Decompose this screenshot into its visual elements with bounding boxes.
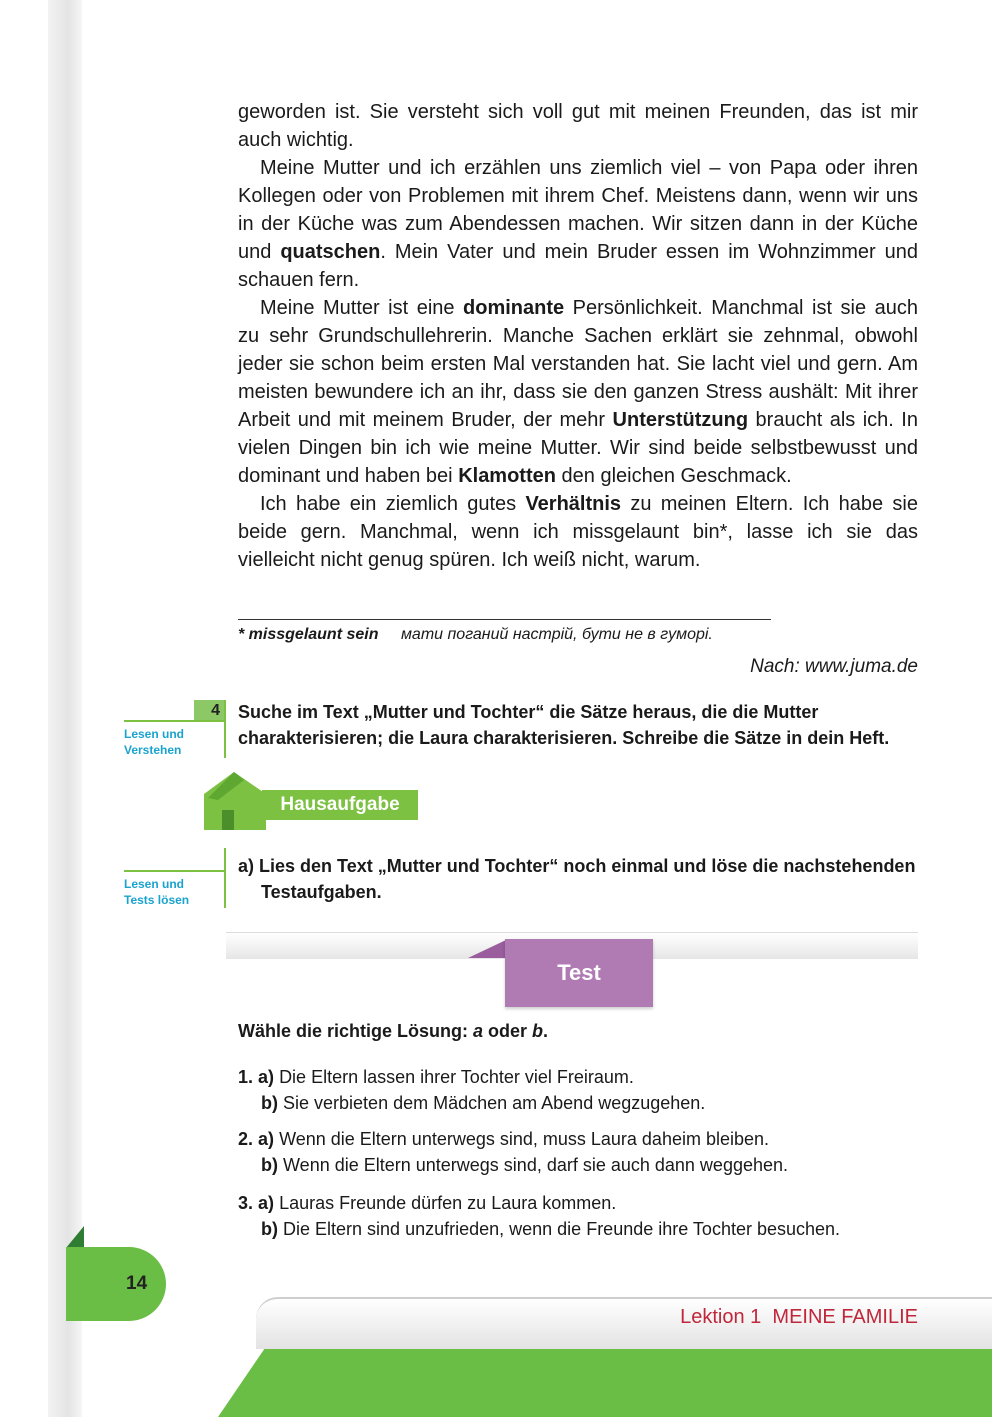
- test-instruction: [238, 1021, 548, 1042]
- footnote: [238, 626, 713, 644]
- instruction-text: Wähle die richtige Lösung:: [238, 1021, 474, 1041]
- option-a-text: Die Eltern lassen ihrer Tochter viel Freiraum.: [279, 1067, 634, 1087]
- skill-label-line: Lesen und: [124, 877, 185, 891]
- homework-banner: Hausaufgabe: [262, 790, 418, 820]
- option-label: a): [258, 1129, 275, 1149]
- option-b-text: Wenn die Eltern unterwegs sind, darf sie auch dann weggehen.: [283, 1155, 789, 1175]
- lesson-title: Lektion 1 MEINE FAMILIE: [680, 1306, 918, 1328]
- skill-label-line: Verstehen: [124, 743, 182, 757]
- option-label: a): [258, 1193, 275, 1213]
- footnote-divider: [238, 619, 771, 620]
- skill-label-tests: [124, 876, 189, 908]
- option-label: a): [258, 1067, 275, 1087]
- instruction-option-a: a: [473, 1021, 484, 1041]
- test-question: [238, 1190, 928, 1242]
- paragraph: [238, 154, 918, 294]
- text-run: Meine Mutter und ich erzählen uns ziemlich viel – von Papa oder ihren Kollegen oder von Problemen mit ihrem Chef. Meistens dann, wenn wir uns in der Küche was zum Abendessen machen. Wir sitzen dann in der Küche und: [238, 157, 918, 263]
- task-4-text: Suche im Text „Mutter und Tochter“ die Sätze heraus, die die Mutter charakterisieren; die Laura charakterisieren. Schreibe die Sätze in dein Heft.: [238, 702, 890, 748]
- task-number: 4: [194, 700, 224, 722]
- footnote-term: * missgelaunt sein: [238, 626, 379, 643]
- skill-label-reading: [124, 726, 184, 758]
- text-run: Persönlichkeit. Manchmal ist sie auch zu sehr Grundschullehrerin. Manche Sachen erklärt sie zehnmal, obwohl jeder sie schon beim ersten Mal verstanden hat. Sie lacht viel und gern. Am meisten bewundere ich an ihr, dass sie den ganzen Stress aushält: Mit ihrer Arbeit und mit meinem Bruder, der mehr: [238, 297, 918, 431]
- task-margin-bar: [224, 848, 226, 908]
- vocab-term: dominante: [463, 297, 565, 319]
- side-label-rule: [124, 870, 224, 872]
- test-question: [238, 1126, 928, 1178]
- text-run: . Mein Vater und mein Bruder essen im Wohnzimmer und schauen fern.: [238, 241, 918, 291]
- option-b-text: Sie verbieten dem Mädchen am Abend wegzugehen.: [283, 1093, 706, 1113]
- text-run: braucht als ich. In vielen Dingen bin ich wie meine Mutter. Wir sind beide selbstbewusst und dominant und haben bei: [238, 409, 918, 487]
- instruction-text: oder: [483, 1021, 533, 1041]
- option-label: b): [261, 1219, 278, 1239]
- option-a-text: Lauras Freunde dürfen zu Laura kommen.: [279, 1193, 617, 1213]
- side-label-rule: [124, 720, 224, 722]
- paragraph: [238, 490, 918, 574]
- option-a-text: Wenn die Eltern unterwegs sind, muss Laura daheim bleiben.: [279, 1129, 770, 1149]
- vocab-term: quatschen: [280, 241, 381, 263]
- skill-label-line: Lesen und: [124, 727, 185, 741]
- reading-text: [238, 98, 918, 574]
- text-run: geworden ist. Sie versteht sich voll gut mit meinen Freunden, das ist mir auch wichtig.: [238, 101, 918, 151]
- vocab-term: Unterstützung: [612, 409, 749, 431]
- page-number: 14: [66, 1247, 166, 1321]
- test-tab-fold: [468, 940, 508, 958]
- instruction-text: .: [543, 1021, 549, 1041]
- page-spine-shadow: [48, 0, 82, 1417]
- task-margin-bar: [224, 700, 226, 758]
- question-number: 2.: [238, 1129, 254, 1149]
- footnote-translation: мати поганий настрій, бути не в гуморі.: [400, 626, 713, 643]
- paragraph: [238, 294, 918, 490]
- option-b-text: Die Eltern sind unzufrieden, wenn die Freunde ihre Tochter besuchen.: [283, 1219, 841, 1239]
- question-number: 3.: [238, 1193, 254, 1213]
- option-label: b): [261, 1093, 278, 1113]
- option-label: b): [261, 1155, 278, 1175]
- question-number: 1.: [238, 1067, 254, 1087]
- text-run: zu meinen Eltern. Ich habe sie beide gern. Manchmal, wenn ich missgelaunt bin*, lasse ich sie das vielleicht nicht genug spüren. Ich weiß nicht, warum.: [238, 493, 918, 571]
- test-question: [238, 1064, 928, 1116]
- task-a-prefix: a): [238, 856, 255, 876]
- task-a-instruction: Lies den Text „Mutter und Tochter“ noch einmal und löse die nachstehenden Testaufgaben.: [259, 856, 916, 902]
- vocab-term: Klamotten: [458, 465, 556, 487]
- text-run: den gleichen Geschmack.: [555, 465, 792, 487]
- test-label: Test: [505, 939, 653, 1007]
- task-a-text: [238, 853, 918, 905]
- source-citation: Nach: www.juma.de: [750, 656, 918, 677]
- vocab-term: Verhältnis: [525, 493, 622, 515]
- instruction-option-b: b: [532, 1021, 544, 1041]
- text-run: Ich habe ein ziemlich gutes: [260, 493, 526, 515]
- text-run: Meine Mutter ist eine: [260, 297, 464, 319]
- skill-label-line: Tests lösen: [124, 893, 190, 907]
- page-tab-fold: [66, 1226, 84, 1248]
- paragraph: [238, 98, 918, 154]
